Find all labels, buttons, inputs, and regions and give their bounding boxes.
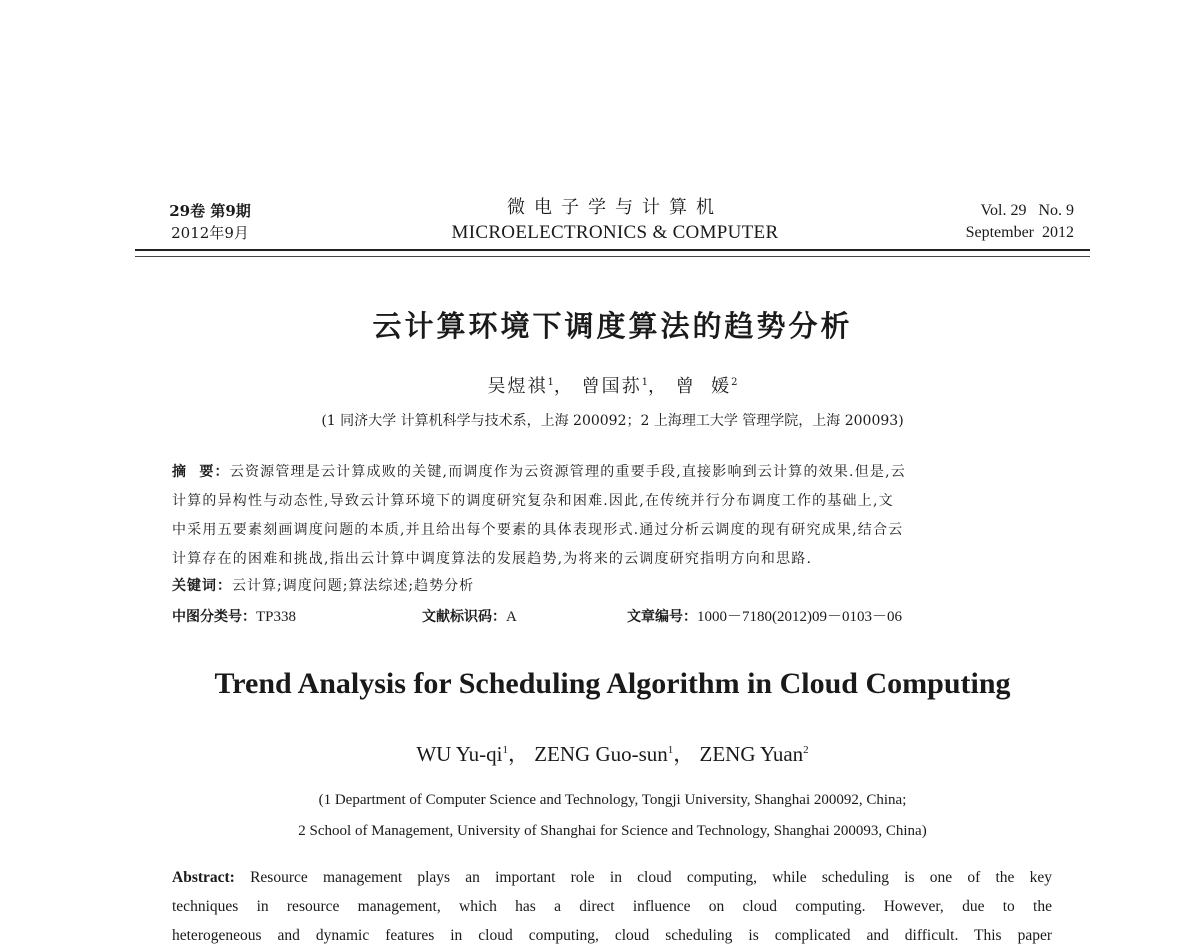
abstract-en-line: techniques in resource management, which has a direct influence on cloud computing. However, due to the [172, 898, 1052, 915]
abstract-cn-line: 计算存在的困难和挑战,指出云计算中调度算法的发展趋势,为将来的云调度研究指明方向和思路. [172, 551, 813, 567]
keywords-cn [172, 573, 1052, 599]
header-rule-thick [135, 249, 1090, 251]
abstract-en [172, 863, 1052, 950]
document-code: 文献标识码：A [422, 609, 517, 625]
title-en: Trend Analysis for Scheduling Algorithm in Cloud Computing [214, 667, 1011, 700]
author-cn: 吴煜祺$^1$， [487, 376, 574, 397]
keywords-cn-value: 云计算;调度问题;算法综述;趋势分析 [232, 578, 475, 594]
abstract-cn [172, 458, 1052, 574]
volume-cn: 29卷 第9期 [169, 202, 251, 220]
author-en: ZENG Guo-sun$^1$， [534, 742, 695, 766]
abstract-cn-line: 中采用五要素刻画调度问题的本质,并且给出每个要素的具体表现形式.通过分析云调度的现有研究成果,结合云 [172, 522, 904, 538]
author-cn: 曾 媛$^2$ [675, 376, 738, 397]
affiliation-en [0, 785, 1200, 847]
authors-en [0, 735, 1200, 769]
journal-name-en: MICROELECTRONICS & COMPUTER [451, 222, 779, 243]
journal-name [400, 196, 830, 246]
abstract-cn-line: 计算的异构性与动态性,导致云计算环境下的调度研究复杂和困难.因此,在传统并行分布调度工作的基础上,文 [172, 493, 894, 509]
title-cn: 云计算环境下调度算法的趋势分析 [372, 309, 853, 343]
affiliation-cn: (1 同济大学 计算机科学与技术系，上海 200092；2 上海理工大学 管理学院，上海 200093) [321, 413, 904, 429]
header-volume-en [966, 200, 1074, 244]
clc-number: 中图分类号：TP338 [172, 609, 297, 625]
author-en: ZENG Yuan$^2$ [699, 742, 809, 766]
date-en: September 2012 [965, 224, 1074, 241]
keywords-cn-label: 关键词： [172, 578, 232, 594]
abstract-en-line: Abstract: Resource management plays an important role in cloud computing, while scheduling is one of the key [172, 869, 1052, 886]
journal-name-cn: 微电子学与计算机 [507, 197, 723, 218]
article-number: 文章编号：1000－7180(2012)09－0103－06 [627, 609, 902, 625]
abstract-en-line: heterogeneous and dynamic features in cloud computing, cloud scheduling is complicated and difficult. This paper [172, 927, 1052, 944]
date-cn: 2012年9月 [171, 224, 249, 242]
abstract-cn-line: 摘 要：云资源管理是云计算成败的关键,而调度作为云资源管理的重要手段,直接影响到云计算的效果.但是,云 [172, 464, 906, 480]
header-volume-cn [150, 200, 270, 244]
author-cn: 曾国荪$^1$， [581, 376, 668, 397]
header-rule-thin [135, 256, 1090, 257]
affiliation-en-line: 2 School of Management, University of Shanghai for Science and Technology, Shanghai 200093, China) [298, 823, 927, 839]
abstract-cn-label: 摘 要： [172, 464, 230, 480]
author-en: WU $Yu-qi^1$， [416, 742, 529, 766]
volume-en: Vol. 29 No. 9 [980, 202, 1074, 219]
abstract-en-label: Abstract: [172, 869, 235, 886]
authors-cn [0, 370, 1200, 400]
affiliation-en-line: (1 Department of Computer Science and Technology, Tongji University, Shanghai 200092, China; [318, 792, 907, 808]
